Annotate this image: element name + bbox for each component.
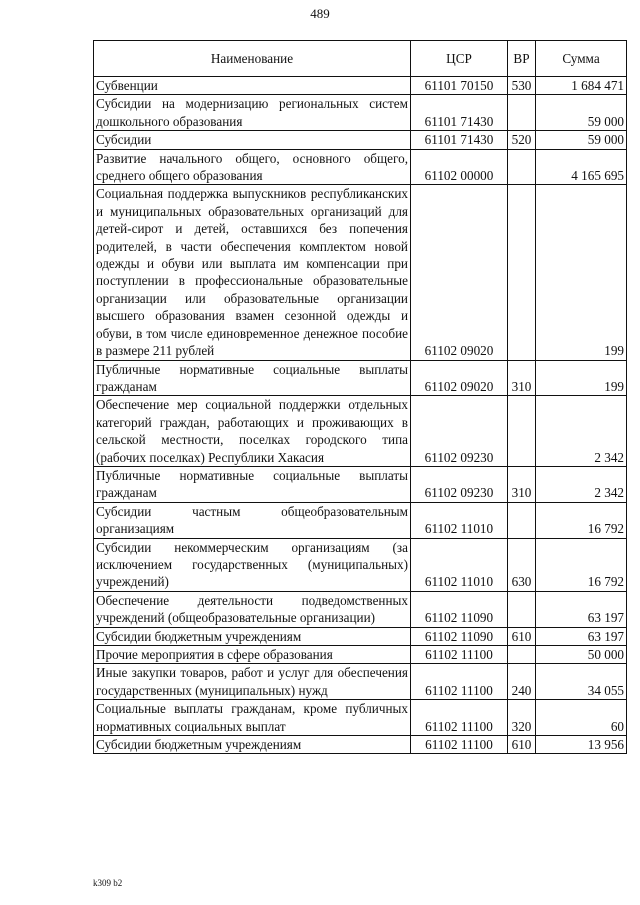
row-sum: 199 [536, 185, 627, 360]
row-csr: 61102 11010 [411, 538, 508, 591]
row-name: Обеспечение мер социальной поддержки отдельных категорий граждан, работающих и проживающих в сельской местности, поселках городского типа (рабочих поселках) Республики Хакасия [94, 396, 411, 467]
row-csr: 61102 11100 [411, 700, 508, 736]
row-vr [508, 396, 536, 467]
table-row [94, 591, 627, 627]
table-row [94, 736, 627, 754]
row-vr: 310 [508, 360, 536, 396]
row-sum: 59 000 [536, 131, 627, 149]
header-name: Наименование [94, 41, 411, 77]
row-sum: 16 792 [536, 538, 627, 591]
header-vr: ВР [508, 41, 536, 77]
table-row [94, 131, 627, 149]
row-csr: 61102 09020 [411, 185, 508, 360]
table-row [94, 538, 627, 591]
row-csr: 61101 71430 [411, 95, 508, 131]
row-name: Развитие начального общего, основного общего, среднего общего образования [94, 149, 411, 185]
row-sum: 2 342 [536, 466, 627, 502]
row-name: Субсидии на модернизацию региональных систем дошкольного образования [94, 95, 411, 131]
table-row [94, 95, 627, 131]
row-name: Субсидии некоммерческим организациям (за исключением государственных (муниципальных) учреждений) [94, 538, 411, 591]
row-sum: 199 [536, 360, 627, 396]
row-vr: 520 [508, 131, 536, 149]
row-csr: 61102 09230 [411, 466, 508, 502]
row-sum: 13 956 [536, 736, 627, 754]
table-row [94, 185, 627, 360]
row-name: Субсидии частным общеобразовательным организациям [94, 502, 411, 538]
row-csr: 61102 11100 [411, 664, 508, 700]
row-vr: 610 [508, 627, 536, 645]
row-csr: 61102 09020 [411, 360, 508, 396]
row-csr: 61102 09230 [411, 396, 508, 467]
row-vr: 310 [508, 466, 536, 502]
row-name: Публичные нормативные социальные выплаты гражданам [94, 466, 411, 502]
row-vr: 530 [508, 77, 536, 95]
table-row [94, 77, 627, 95]
row-sum: 63 197 [536, 627, 627, 645]
table-row [94, 627, 627, 645]
table-row [94, 466, 627, 502]
row-csr: 61102 11090 [411, 591, 508, 627]
footer-code: k309 b2 [93, 878, 123, 888]
row-csr: 61101 70150 [411, 77, 508, 95]
table-row [94, 396, 627, 467]
header-csr: ЦСР [411, 41, 508, 77]
row-name: Субсидии бюджетным учреждениям [94, 627, 411, 645]
row-sum: 2 342 [536, 396, 627, 467]
row-vr: 240 [508, 664, 536, 700]
row-vr: 610 [508, 736, 536, 754]
row-vr [508, 646, 536, 664]
row-vr [508, 185, 536, 360]
row-name: Публичные нормативные социальные выплаты гражданам [94, 360, 411, 396]
table-row [94, 664, 627, 700]
row-csr: 61101 71430 [411, 131, 508, 149]
row-name: Социальная поддержка выпускников республиканских и муниципальных образовательных организаций для детей-сирот и детей, оставшихся без попечения родителей, в части обеспечения комплектом новой одежды и обуви или выплата им компенсации при поступлении в профессиональные образовательные организации или образовательные организации высшего образования взамен сезонной одежды и обуви, в том числе единовременное денежное пособие в размере 211 рублей [94, 185, 411, 360]
row-csr: 61102 11100 [411, 646, 508, 664]
row-name: Субсидии [94, 131, 411, 149]
row-vr [508, 95, 536, 131]
table-row [94, 700, 627, 736]
table-row [94, 360, 627, 396]
row-sum: 4 165 695 [536, 149, 627, 185]
row-vr [508, 149, 536, 185]
row-vr [508, 591, 536, 627]
table-row [94, 149, 627, 185]
row-sum: 16 792 [536, 502, 627, 538]
row-name: Субсидии бюджетным учреждениям [94, 736, 411, 754]
row-sum: 60 [536, 700, 627, 736]
row-sum: 50 000 [536, 646, 627, 664]
budget-table [93, 40, 627, 754]
row-csr: 61102 11100 [411, 736, 508, 754]
row-csr: 61102 00000 [411, 149, 508, 185]
row-vr [508, 502, 536, 538]
row-csr: 61102 11090 [411, 627, 508, 645]
row-name: Обеспечение деятельности подведомственных учреждений (общеобразовательные организации) [94, 591, 411, 627]
table-row [94, 646, 627, 664]
row-name: Прочие мероприятия в сфере образования [94, 646, 411, 664]
row-name: Иные закупки товаров, работ и услуг для обеспечения государственных (муниципальных) нужд [94, 664, 411, 700]
table-row [94, 502, 627, 538]
row-name: Социальные выплаты гражданам, кроме публичных нормативных социальных выплат [94, 700, 411, 736]
row-sum: 34 055 [536, 664, 627, 700]
row-sum: 1 684 471 [536, 77, 627, 95]
row-sum: 63 197 [536, 591, 627, 627]
header-sum: Сумма [536, 41, 627, 77]
row-sum: 59 000 [536, 95, 627, 131]
row-vr: 630 [508, 538, 536, 591]
header-row [94, 41, 627, 77]
row-vr: 320 [508, 700, 536, 736]
row-name: Субвенции [94, 77, 411, 95]
page-number: 489 [310, 6, 330, 21]
row-csr: 61102 11010 [411, 502, 508, 538]
